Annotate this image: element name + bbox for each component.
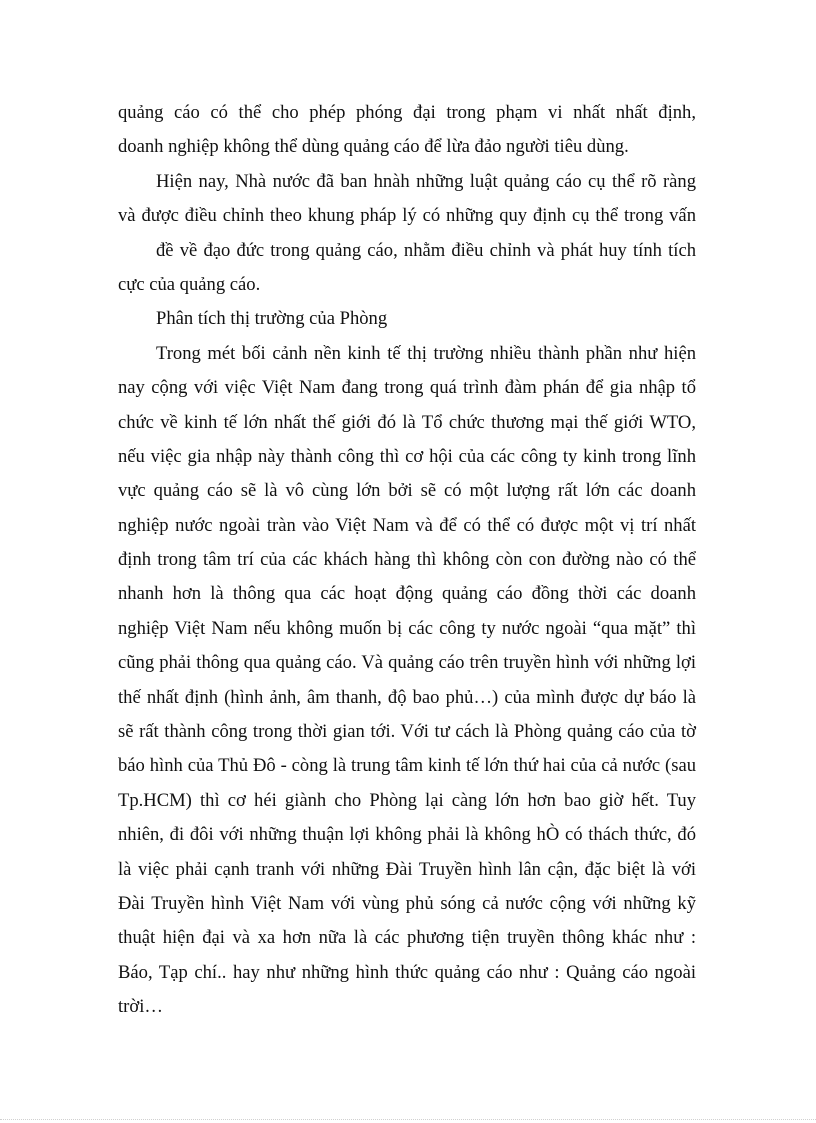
text-line: nghiệp Việt Nam nếu không muốn bị các công ty nước ngoài “qua mặt” thì: [118, 617, 696, 639]
text-line: nhanh hơn là thông qua các hoạt động quảng cáo đồng thời các doanh: [118, 583, 696, 605]
text-line: trời…: [118, 996, 163, 1018]
paragraph-first-line: Trong mét bối cảnh nền kinh tế thị trường nhiều thành phần như hiện: [156, 342, 696, 364]
document-body: [118, 96, 696, 1025]
text-line: là việc phải cạnh tranh với những Đài Truyền hình lân cận, đặc biệt là với: [118, 858, 696, 880]
text-line: Tp.HCM) thì cơ héi giành cho Phòng lại càng lớn hơn bao giờ hết. Tuy: [118, 789, 696, 811]
text-line: thuật hiện đại và xa hơn nữa là các phương tiện truyền thông khác như :: [118, 927, 696, 949]
text-line: thế nhất định (hình ảnh, âm thanh, độ bao phủ…) của mình được dự báo là: [118, 686, 696, 708]
text-line: nhiên, đi đôi với những thuận lợi không phải là không hÒ có thách thức, đó: [118, 824, 696, 846]
text-line: nay cộng với việc Việt Nam đang trong quá trình đàm phán để gia nhập tổ: [118, 377, 696, 399]
text-line: định trong tâm trí của các khách hàng thì không còn con đường nào có thể: [118, 549, 696, 571]
text-line: và được điều chỉnh theo khung pháp lý có những quy định cụ thể trong vấn: [118, 205, 696, 227]
page-bottom-border: [0, 1119, 816, 1120]
text-line: cực của quảng cáo.: [118, 273, 261, 295]
section-heading: Phân tích thị trường của Phòng: [156, 308, 388, 330]
text-line: báo hình của Thủ Đô - còng là trung tâm kinh tế lớn thứ hai của cả nước (sau: [118, 755, 696, 777]
text-line: Đài Truyền hình Việt Nam với vùng phủ sóng cả nước cộng với những kỹ: [118, 892, 696, 914]
text-line: cũng phải thông qua quảng cáo. Và quảng cáo trên truyền hình với những lợi: [118, 652, 696, 674]
text-line: chức về kinh tế lớn nhất thế giới đó là Tổ chức thương mại thế giới WTO,: [118, 411, 696, 433]
text-line: nếu việc gia nhập này thành công thì cơ hội của các công ty kinh trong lĩnh: [118, 445, 696, 467]
text-line: đề về đạo đức trong quảng cáo, nhằm điều chỉnh và phát huy tính tích: [156, 239, 696, 261]
paragraph-first-line: Hiện nay, Nhà nước đã ban hnàh những luật quảng cáo cụ thể rõ ràng: [156, 170, 696, 192]
text-line: Báo, Tạp chí.. hay như những hình thức quảng cáo như : Quảng cáo ngoài: [118, 961, 696, 983]
text-line: nghiệp nước ngoài tràn vào Việt Nam và để có thể có được một vị trí nhất: [118, 514, 696, 536]
text-line: vực quảng cáo sẽ là vô cùng lớn bởi sẽ có một lượng rất lớn các doanh: [118, 480, 696, 502]
text-line: sẽ rất thành công trong thời gian tới. Với tư cách là Phòng quảng cáo của tờ: [118, 721, 696, 743]
text-line: doanh nghiệp không thể dùng quảng cáo để lừa đảo người tiêu dùng.: [118, 136, 629, 158]
text-line: quảng cáo có thể cho phép phóng đại trong phạm vi nhất nhất định,: [118, 102, 696, 123]
